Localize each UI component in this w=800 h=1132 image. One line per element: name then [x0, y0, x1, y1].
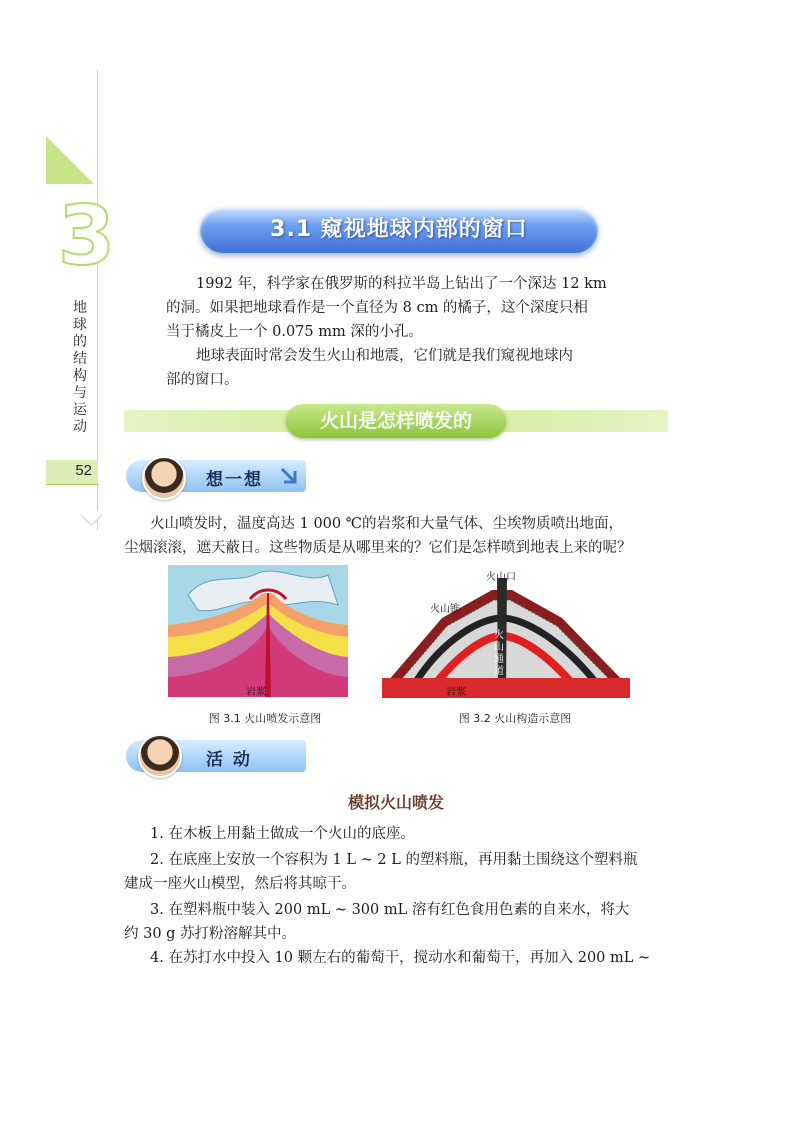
activity-step-3a: 3. 在塑料瓶中装入 200 mL ~ 300 mL 溶有红色食用色素的自来水，将大 — [150, 902, 630, 918]
fig2-crater-label: 火山口 — [486, 572, 516, 583]
section-title: 3.1 窥视地球内部的窗口 — [270, 217, 528, 242]
fig2-magma-label: 岩浆 — [446, 687, 466, 698]
intro-line-3: 当于橘皮上一个 0.075 mm 深的小孔。 — [166, 324, 423, 340]
fig1-caption: 图 3.1 火山喷发示意图 — [208, 712, 322, 725]
activity-step-4: 4. 在苏打水中投入 10 颗左右的葡萄干，搅动水和葡萄干，再加入 200 mL ~ — [150, 950, 651, 966]
activity-step-3b: 约 30 g 苏打粉溶解其中。 — [124, 926, 297, 942]
intro-line-4: 地球表面时常会发生火山和地震，它们就是我们窥视地球内 — [196, 348, 573, 364]
volcano-eruption-figure — [168, 565, 348, 697]
fig2-conduit-label: 火山通道 — [494, 630, 504, 677]
intro-line-2: 的洞。如果把地球看作是一个直径为 8 cm 的橘子，这个深度只相 — [166, 300, 588, 316]
intro-line-1: 1992 年，科学家在俄罗斯的科拉半岛上钻出了一个深达 12 km — [196, 276, 607, 292]
corner-decoration — [46, 136, 94, 184]
intro-line-5: 部的窗口。 — [166, 372, 239, 388]
chapter-name: 地球的结构与运动 — [73, 300, 87, 435]
fig2-cone-label: 火山锥 — [430, 604, 460, 615]
fig2-caption: 图 3.2 火山构造示意图 — [458, 712, 572, 725]
chapter-number: 3 — [58, 189, 116, 284]
page-number: 52 — [75, 462, 92, 479]
margin-notch — [81, 505, 102, 526]
arrow-down-right-icon — [278, 465, 300, 487]
activity-label: 活 动 — [206, 750, 252, 770]
activity-title: 模拟火山喷发 — [347, 793, 444, 812]
fig1-magma-label: 岩浆 — [246, 687, 266, 698]
volcano-structure-figure — [382, 578, 630, 698]
page-number-underline — [46, 484, 98, 485]
think-label: 想一想 — [206, 470, 263, 490]
student-avatar-icon — [142, 456, 186, 500]
think-line-1: 火山喷发时，温度高达 1 000 ℃的岩浆和大量气体、尘埃物质喷出地面， — [150, 516, 623, 532]
activity-step-1: 1. 在木板上用黏土做成一个火山的底座。 — [150, 826, 415, 842]
activity-step-2a: 2. 在底座上安放一个容积为 1 L ~ 2 L 的塑料瓶，再用黏土围绕这个塑料瓶 — [150, 852, 638, 868]
activity-step-2b: 建成一座火山模型，然后将其晾干。 — [124, 876, 356, 892]
student-avatar-icon — [138, 734, 182, 778]
subsection-title: 火山是怎样喷发的 — [319, 410, 472, 432]
think-line-2: 尘烟滚滚，遮天蔽日。这些物质是从哪里来的？它们是怎样喷到地表上来的呢？ — [124, 540, 632, 556]
